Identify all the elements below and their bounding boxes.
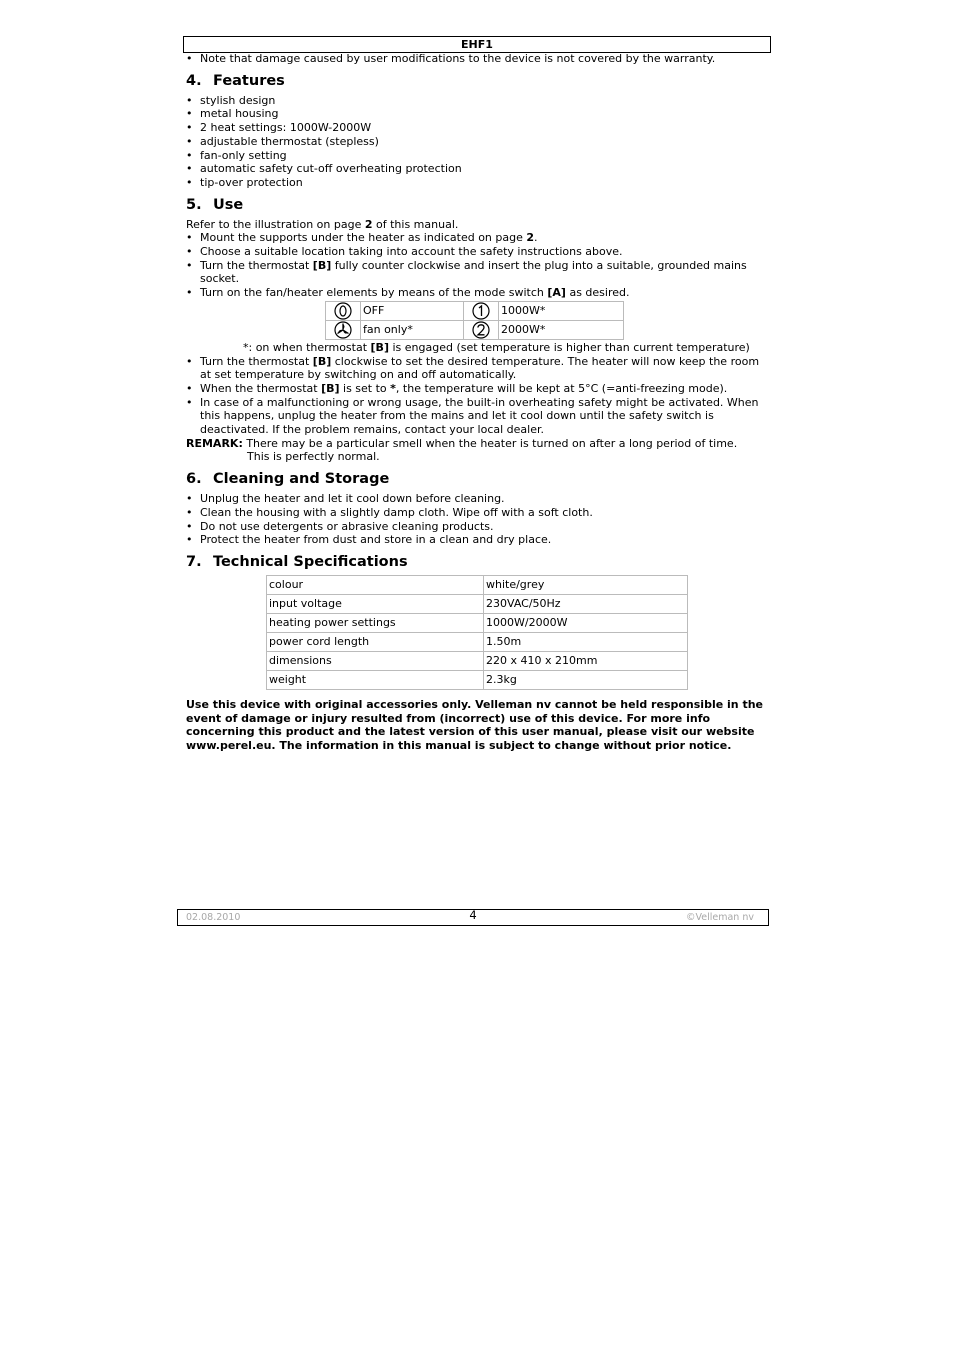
remark-continuation: This is perfectly normal. [247,450,380,464]
list-item: • Choose a suitable location taking into account the safety instructions above. [186,245,770,259]
list-item: • In case of a malfunctioning or wrong usage, the built-in overheating safety might be activated. When this happens, unplug the heater from the mains and let it cool down until the safety switch is deactivated. If the problem remains, contact your local dealer. [186,396,770,437]
list-item: • automatic safety cut-off overheating protection [186,162,770,176]
mode-footnote: *: on when thermostat [B] is engaged (set temperature is higher than current temperature) [243,340,750,354]
list-item: • stylish design [186,94,770,108]
remark-label: REMARK: [186,436,243,450]
footer-date: 02.08.2010 [186,912,241,923]
section-heading-specs: 7. Technical Specifications [186,553,408,570]
remark: REMARK: There may be a particular smell when the heater is turned on after a long period of time. [186,436,738,450]
section-heading-use: 5. Use [186,196,244,213]
one-circle-icon [464,301,499,320]
list-item: • Do not use detergents or abrasive cleaning products. [186,520,770,534]
zero-circle-icon [326,301,361,320]
mode-label-1000w: 1000W* [499,301,624,320]
page-number: 4 [469,908,477,922]
table-row: input voltage 230VAC/50Hz [267,594,688,613]
header-title: EHF1 [461,38,493,51]
list-item: • tip-over protection [186,176,770,190]
section-heading-cleaning: 6. Cleaning and Storage [186,471,390,488]
footer-copyright: ©Velleman nv [686,912,754,923]
mode-label-off: OFF [361,301,464,320]
intro-list [186,52,770,66]
table-row [326,301,624,320]
list-item: • Turn on the fan/heater elements by means of the mode switch [A] as desired. [186,286,770,300]
two-circle-icon [464,320,499,339]
list-item: • When the thermostat [B] is set to *, the temperature will be kept at 5°C (=anti-freezing mode). [186,382,770,396]
mode-switch-table [325,301,624,340]
list-item: • 2 heat settings: 1000W-2000W [186,121,770,135]
list-item: • Turn the thermostat [B] fully counter clockwise and insert the plug into a suitable, grounded mains socket. [186,259,770,286]
list-item: • Unplug the heater and let it cool down before cleaning. [186,492,770,506]
legal-notice: Use this device with original accessories only. Velleman nv cannot be held responsible in the event of damage or injury resulted from (incorrect) use of this device. For more info concerning this product and the latest version of this user manual, please visit our website www.perel.eu. The information in this manual is subject to change without prior notice. [186,697,763,753]
specs-table [266,575,688,690]
features-list [186,94,770,190]
table-row: power cord length 1.50m [267,632,688,651]
table-row: weight 2.3kg [267,670,688,689]
section-heading-features: 4. Features [186,72,285,89]
page-header [183,36,771,53]
mode-label-fan-only: fan only* [361,320,464,339]
list-item: • metal housing [186,107,770,121]
list-item: • Note that damage caused by user modifications to the device is not covered by the warranty. [186,52,770,66]
page-footer [177,909,769,926]
mode-label-2000w: 2000W* [499,320,624,339]
use-intro: Refer to the illustration on page 2 of this manual. [186,217,459,231]
table-row [326,320,624,339]
use-list [186,231,770,300]
list-item: • adjustable thermostat (stepless) [186,135,770,149]
table-row: colour white/grey [267,575,688,594]
table-row: heating power settings 1000W/2000W [267,613,688,632]
list-item: • Clean the housing with a slightly damp cloth. Wipe off with a soft cloth. [186,506,770,520]
list-item: • fan-only setting [186,149,770,163]
list-item: • Mount the supports under the heater as indicated on page 2. [186,231,770,245]
list-item: • Turn the thermostat [B] clockwise to set the desired temperature. The heater will now keep the room at set temperature by switching on and off automatically. [186,355,770,382]
use-list-2 [186,355,770,437]
list-item: • Protect the heater from dust and store in a clean and dry place. [186,533,770,547]
table-row: dimensions 220 x 410 x 210mm [267,651,688,670]
page-content [186,52,770,753]
cleaning-list [186,492,770,547]
fan-icon [326,320,361,339]
